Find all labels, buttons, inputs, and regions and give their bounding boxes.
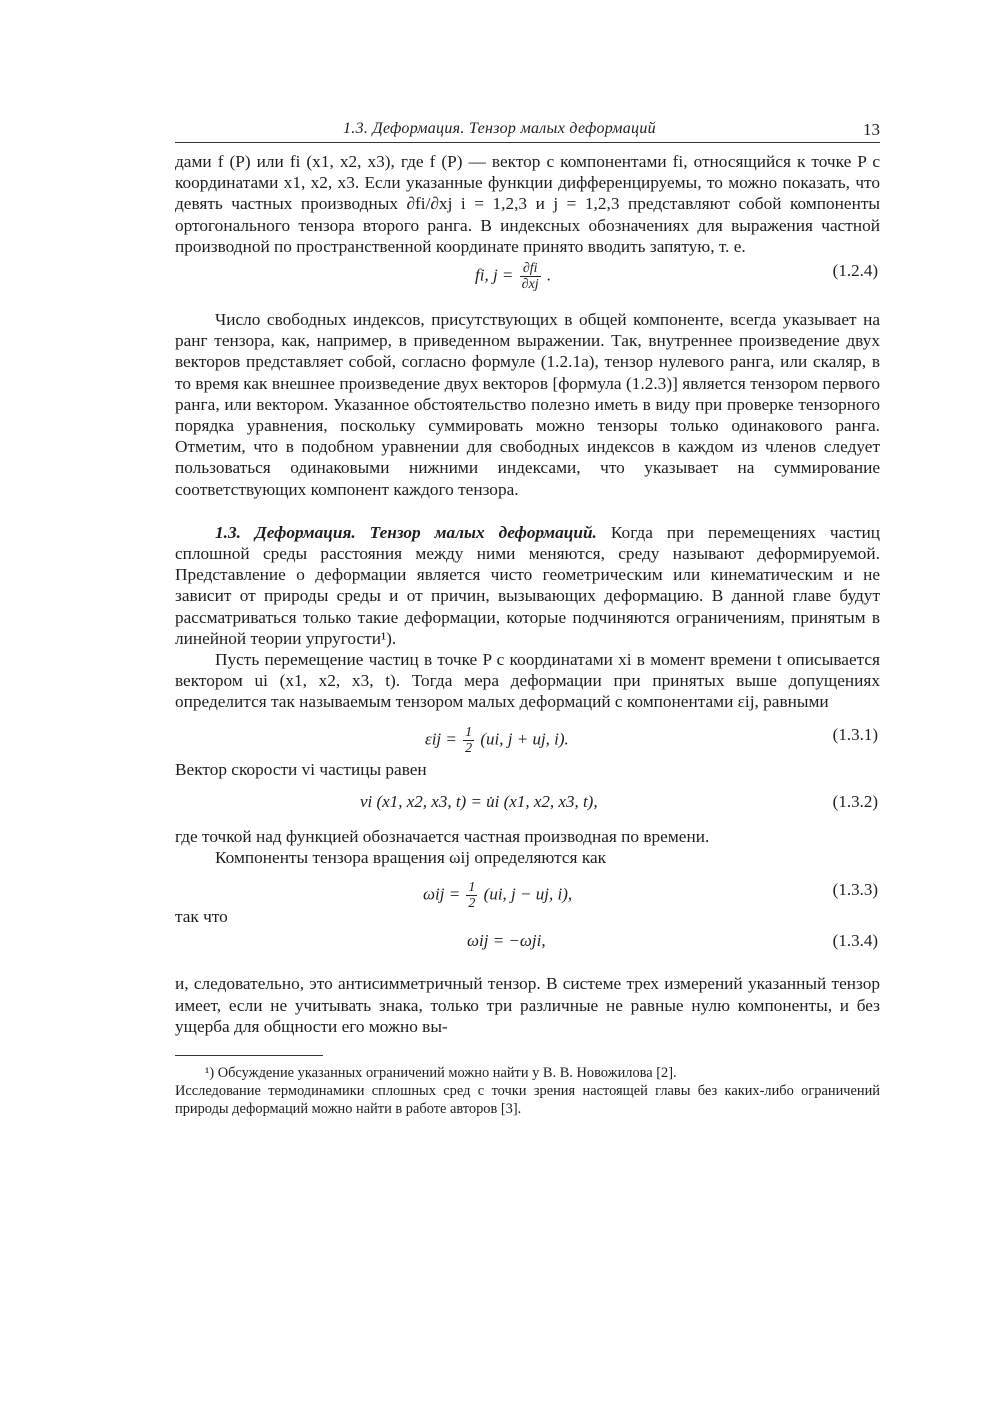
footnote-rule [175,1055,323,1056]
equation-1-3-3: ωij = $\frac{1}{2}$ (ui, j − uj, i), (1.3.3) [423,880,878,912]
equation-label: (1.3.4) [832,931,878,951]
equation-1-3-1: εij = $\frac{1}{2}$ (ui, j + uj, i). (1.3.1) [425,724,878,756]
paragraph-4: Пусть перемещение частиц в точке P с координатами xi в момент времени t описывается вектором ui (x1, x2, x3, t). Тогда мера деформации при принятых выше допущениях определится так называемым тензором малых деформаций с компонентами εij, равными [175,650,880,712]
running-header [175,118,880,143]
paragraph-2: Число свободных индексов, присутствующих в общей компоненте, всегда указывает на ранг тензора, как, например, в приведенном выражении. Так, внутреннее произведение двух векторов представляет собой, согласно формуле (1.2.1а), тензор нулевого ранга, или скаляр, в то время как внешнее произведение двух векторов [формула (1.2.3)] является тензором первого ранга, или вектором. Указанное обстоятельство полезно иметь в виду при проверке тензорного порядка уравнения, поскольку суммировать можно тензоры только одинакового ранга. Отметим, что в подобном уравнении для свободных индексов в каждом из членов следует пользоваться одинаковыми нижними индексами, что указывает на суммирование соответствующих компонент каждого тензора. [175,310,880,499]
footnote-line-1: ¹) Обсуждение указанных ограничений можно найти у В. В. Новожилова [2]. [205,1065,677,1082]
equation-1-3-2: vi (x1, x2, x3, t) = u̇i (x1, x2, x3, t), (1.3.2) [360,791,878,811]
equation-label: (1.2.4) [832,261,878,281]
running-title: 1.3. Деформация. Тензор малых деформаций [343,120,656,137]
page [175,118,880,1118]
equation-label: (1.3.1) [832,724,878,744]
paragraph-9: и, следовательно, это антисимметричный тензор. В системе трех измерений указанный тензор имеет, если не учитывать знака, только три различные не равные нулю компоненты, и без ущерба для общности его можно вы- [175,974,880,1036]
footnote-line-2: Исследование термодинамики сплошных сред с точки зрения настоящей главы без каких-либо ограничений природы деформаций можно найти в работе авторов [3]. [175,1083,880,1118]
paragraph-6: где точкой над функцией обозначается частная производная по времени. [175,826,710,846]
section-1-3 [175,522,880,649]
page-number: 13 [863,120,880,139]
paragraph-8: так что [175,907,228,927]
paragraph-5: Вектор скорости vi частицы равен [175,759,427,779]
paragraph-1: дами f (P) или fi (x1, x2, x3), где f (P) — вектор с компонентами fi, относящийся к точке P с координатами x1, x2, x3. Если указанные функции дифференцируемы, то можно показать, что девять частных производных ∂fi/∂xj i = 1,2,3 и j = 1,2,3 представляют собой компоненты ортогонального тензора второго ранга. В индексных обозначениях для выражения частной производной по пространственной координате принято вводить запятую, т. е. [175,152,880,256]
paragraph-7: Компоненты тензора вращения ωij определяются как [215,848,607,868]
equation-label: (1.3.2) [832,791,878,811]
equation-1-2-4: fi, j = $\frac{\partial fi}{\partial xj}$ . (1.2.4) [475,261,878,293]
section-title: 1.3. Деформация. Тензор малых деформаций. [215,522,597,542]
equation-1-3-4: ωij = −ωji, (1.3.4) [467,931,878,951]
section-text: Когда при перемещениях частиц сплошной среды расстояния между ними меняются, среду называют деформируемой. Представление о деформации является чисто геометрическим или кинематическим и не зависит от природы среды и от причин, вызывающих деформацию. В данной главе будут рассматриваться только такие деформации, которые подчиняются ограничениям, принятым в линейной теории упругости¹). [175,522,880,648]
equation-label: (1.3.3) [832,880,878,900]
